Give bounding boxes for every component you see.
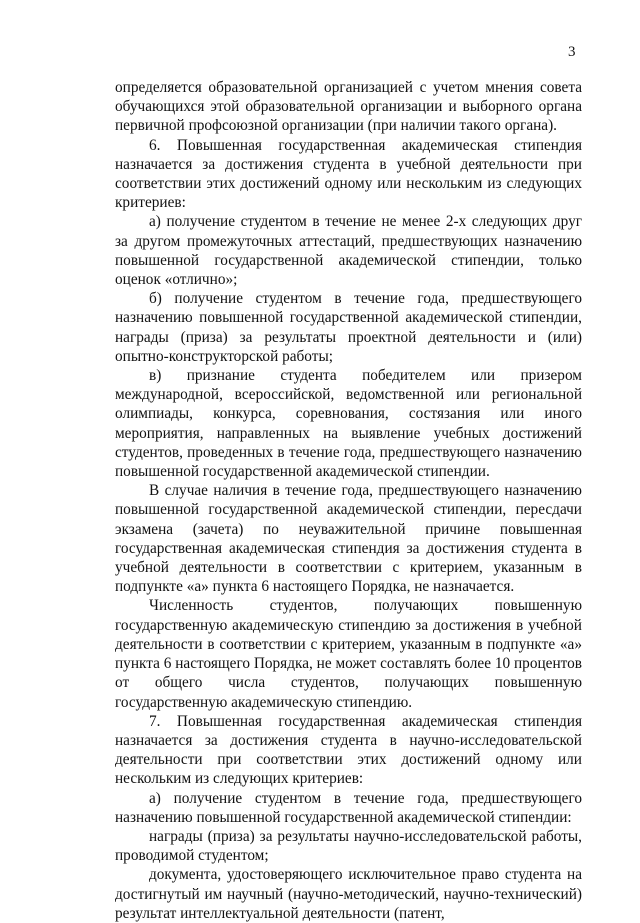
paragraph-research-award: награды (приза) за результаты научно-исследовательской работы, проводимой студентом; — [115, 827, 582, 865]
paragraph-criterion-b: б) получение студентом в течение года, предшествующего назначению повышенной государственной академической стипендии, награды (приза) за результаты проектной деятельности и (или) опытно-конструкторской работы; — [115, 290, 582, 365]
paragraph-research-criterion-a: а) получение студентом в течение года, предшествующего назначению повышенной государственной академической стипендии: — [115, 789, 582, 826]
paragraph-item-6: 6. Повышенная государственная академическая стипендия назначается за достижения студента в учебной деятельности при соответствии этих достижений одному или нескольким из следующих критериев: — [115, 136, 582, 212]
page-number: 3 — [568, 44, 576, 60]
paragraph-criterion-v: в) признание студента победителем или призером международной, всероссийской, ведомственной или региональной олимпиады, конкурса, соревнования, состязания или иного мероприятия, направленных на выявление учебных достижений студентов, проведенных в течение года, предшествующего назначению повышенной государственной академической стипендии. — [115, 367, 582, 481]
paragraph-item-7: 7. Повышенная государственная академическая стипендия назначается за достижения студента в научно-исследовательской деятельности при соответствии этих достижений одному или нескольким из следующих критериев: — [115, 712, 582, 788]
paragraph-research-document: документа, удостоверяющего исключительное право студента на достигнутый им научный (научно-методический, научно-технический) результат интеллектуальной деятельности (патент, — [115, 866, 582, 922]
paragraph-quota-rule: Численность студентов, получающих повышенную государственную академическую стипендию за достижения в учебной деятельности в соответствии с критерием, указанным в подпункте «а» пункта 6 настоящего Порядка, не может составлять более 10 процентов от общего числа студентов, получающих повышенную государственную академическую стипендию. — [115, 597, 582, 711]
document-body — [115, 78, 582, 923]
paragraph-retake-rule: В случае наличия в течение года, предшествующего назначению повышенной государственной академической стипендии, пересдачи экзамена (зачета) по неуважительной причине повышенная государственная академическая стипендия за достижения студента в учебной деятельности в соответствии с критерием, указанным в подпункте «а» пункта 6 настоящего Порядка, не назначается. — [115, 482, 582, 596]
paragraph-criterion-a: а) получение студентом в течение не менее 2-х следующих друг за другом промежуточных аттестаций, предшествующих назначению повышенной государственной академической стипендии, только оценок «отлично»; — [115, 213, 582, 289]
paragraph-continuation: определяется образовательной организацией с учетом мнения совета обучающихся этой образовательной организации и выборного органа первичной профсоюзной организации (при наличии такого органа). — [115, 79, 582, 135]
